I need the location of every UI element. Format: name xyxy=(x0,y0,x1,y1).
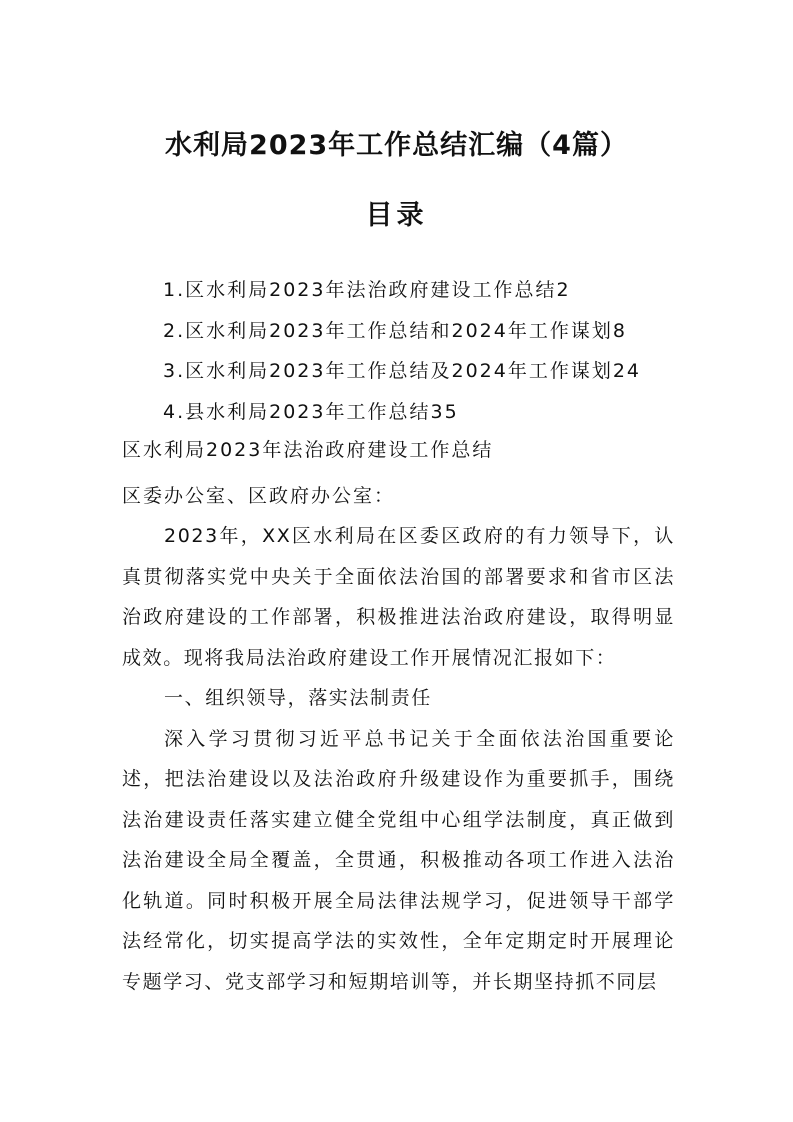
toc-heading: 目录 xyxy=(365,200,428,231)
body-paragraph: 2023年，XX区水利局在区委区政府的有力领导下，认真贯彻落实党中央关于全面依法治国的部署要求和省市区法治政府建设的工作部署，积极推进法治政府建设，取得明显成效。现将我局法治政府建设工作开展情况汇报如下： xyxy=(122,525,675,669)
toc-item: 3.区水利局2023年工作总结及2024年工作谋划24 xyxy=(163,360,642,382)
document-title: 水利局2023年工作总结汇编（4篇） xyxy=(165,130,628,161)
subsection-heading: 一、组织领导，落实法制责任 xyxy=(164,687,432,709)
toc-item: 1.区水利局2023年法治政府建设工作总结2 xyxy=(163,279,571,301)
salutation: 区委办公室、区政府办公室： xyxy=(122,485,396,507)
toc-item: 2.区水利局2023年工作总结和2024年工作谋划8 xyxy=(163,319,627,342)
document-body xyxy=(122,516,675,1002)
table-of-contents xyxy=(163,270,641,432)
toc-item: 4.县水利局2023年工作总结35 xyxy=(163,400,459,423)
section-title: 区水利局2023年法治政府建设工作总结 xyxy=(122,439,494,461)
body-paragraph: 深入学习贯彻习近平总书记关于全面依法治国重要论述，把法治建设以及法治政府升级建设作为重要抓手，围绕法治建设责任落实建立健全党组中心组学法制度，真正做到法治建设全局全覆盖，全贯通，积极推动各项工作进入法治化轨道。同时积极开展全局法律法规学习，促进领导干部学法经常化，切实提高学法的实效性，全年定期定时开展理论专题学习、党支部学习和短期培训等，并长期坚持抓不同层 xyxy=(122,727,675,993)
